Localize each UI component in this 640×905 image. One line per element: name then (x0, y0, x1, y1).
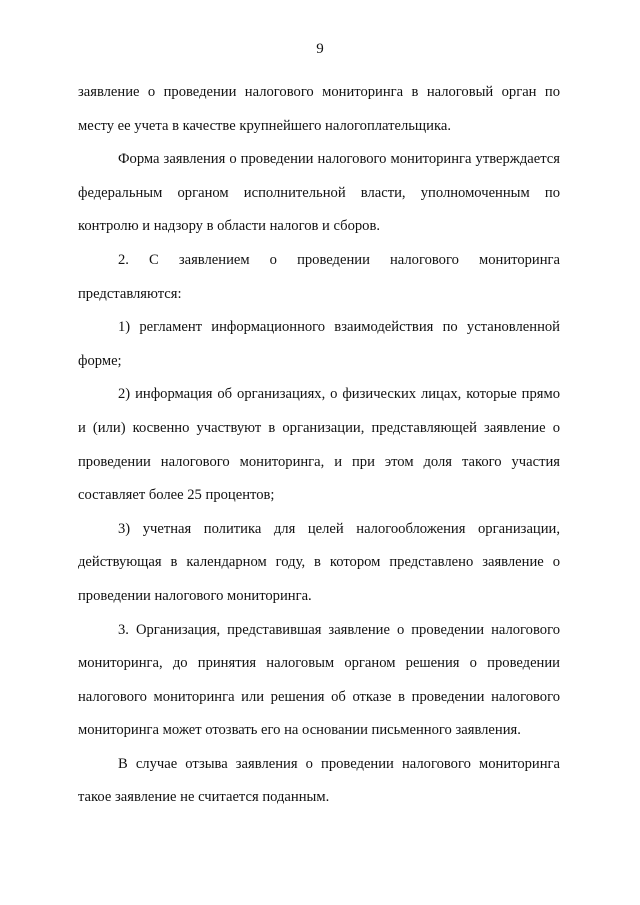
paragraph-1: заявление о проведении налогового мониторинга в налоговый орган по месту ее учета в качестве крупнейшего налогоплательщика. (78, 84, 560, 134)
paragraph-3: 2. С заявлением о проведении налогового мониторинга представляются: (78, 251, 560, 302)
paragraph-7: 3. Организация, представившая заявление о проведении налогового мониторинга, до принятия налоговым органом решения о проведении налогового мониторинга или решения об отказе в проведении налогового мониторинга может отозвать его на основании письменного заявления. (78, 621, 560, 739)
paragraph-6: 3) учетная политика для целей налогообложения организации, действующая в календарном году, в котором представлено заявление о проведении налогового мониторинга. (78, 520, 560, 604)
document-body (78, 76, 560, 815)
paragraph-4: 1) регламент информационного взаимодействия по установленной форме; (78, 319, 560, 369)
page-number: 9 (316, 41, 324, 57)
paragraph-2: Форма заявления о проведении налогового мониторинга утверждается федеральным органом исполнительной власти, уполномоченным по контролю и надзору в области налогов и сборов. (78, 151, 560, 235)
paragraph-5: 2) информация об организациях, о физических лицах, которые прямо и (или) косвенно участвуют в организации, представляющей заявление о проведении налогового мониторинга, и при этом доля такого участия составляет более 25 процентов; (78, 386, 560, 504)
paragraph-8: В случае отзыва заявления о проведении налогового мониторинга такое заявление не считается поданным. (78, 755, 560, 806)
